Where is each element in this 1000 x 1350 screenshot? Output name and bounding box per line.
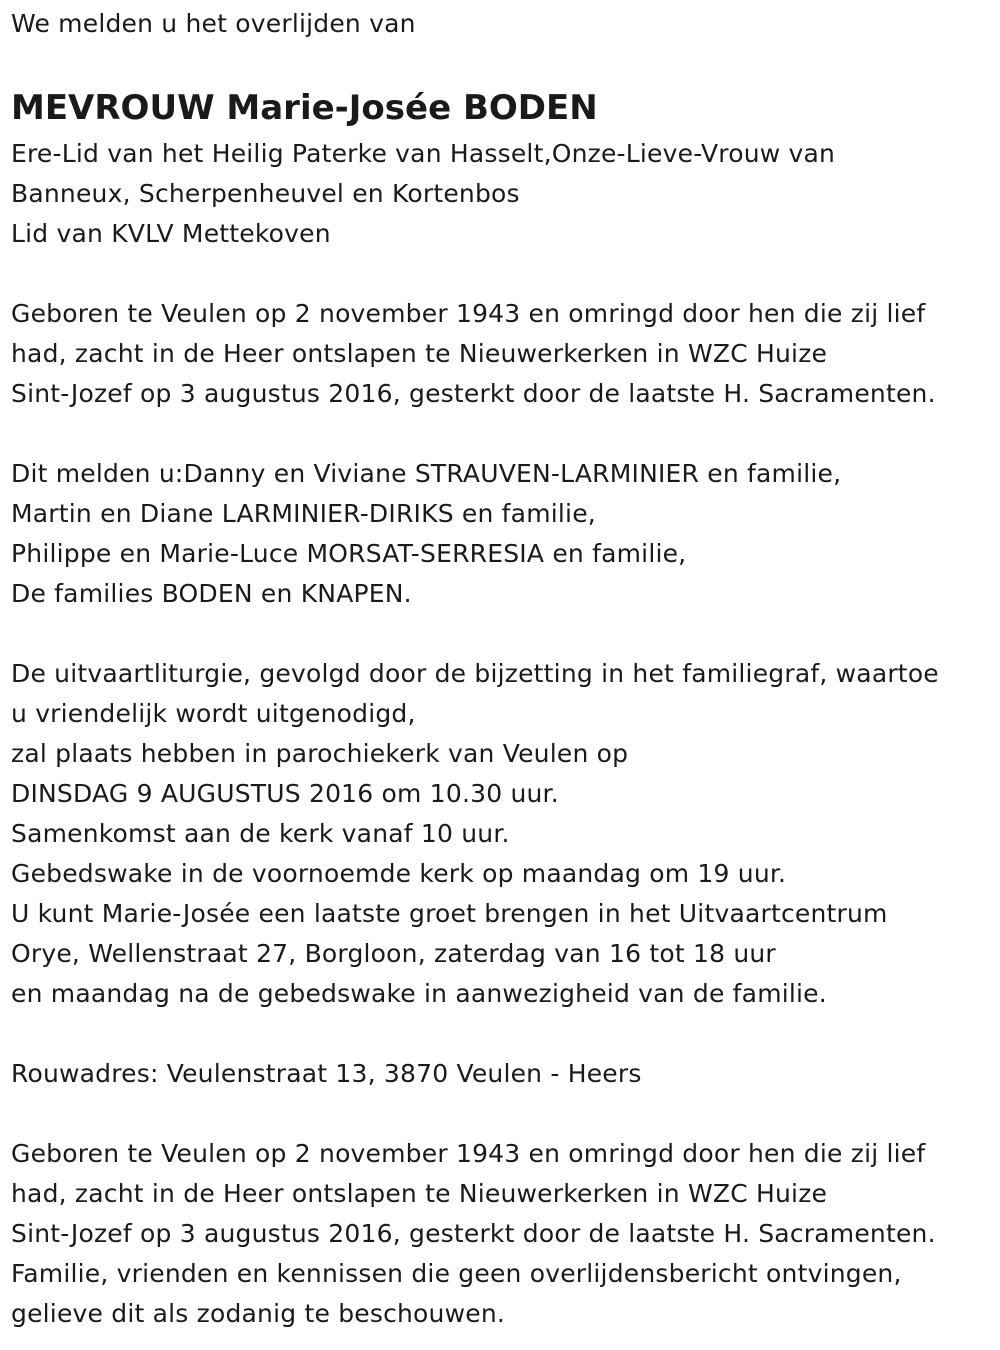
funeral-line: zal plaats hebben in parochiekerk van Veulen op [11, 739, 629, 768]
birth-death-section [11, 294, 1000, 414]
funeral-line: Orye, Wellenstraat 27, Borgloon, zaterdag van 16 tot 18 uur [11, 939, 776, 968]
paragraph-gap [11, 614, 1000, 654]
closing-line: had, zacht in de Heer ontslapen te Nieuwerkerken in WZC Huize [11, 1179, 828, 1208]
funeral-line: De uitvaartliturgie, gevolgd door de bijzetting in het familiegraf, waartoe [11, 659, 939, 688]
mourning-address: Rouwadres: Veulenstraat 13, 3870 Veulen - Heers [11, 1059, 642, 1088]
family-line: Martin en Diane LARMINIER-DIRIKS en familie, [11, 499, 596, 528]
funeral-line: Gebedswake in de voornoemde kerk op maandag om 19 uur. [11, 859, 787, 888]
family-line: De families BODEN en KNAPEN. [11, 579, 412, 608]
intro-text: We melden u het overlijden van [11, 9, 416, 38]
birth-death-line: Geboren te Veulen op 2 november 1943 en omringd door hen die zij lief [11, 299, 926, 328]
funeral-line: en maandag na de gebedswake in aanwezigheid van de familie. [11, 979, 827, 1008]
closing-line: Familie, vrienden en kennissen die geen overlijdensbericht ontvingen, [11, 1259, 902, 1288]
deceased-name-title: MEVROUW Marie-Josée BODEN [11, 88, 598, 128]
affiliation-line: Banneux, Scherpenheuvel en Kortenbos [11, 179, 520, 208]
birth-death-line: had, zacht in de Heer ontslapen te Nieuwerkerken in WZC Huize [11, 339, 828, 368]
affiliations-section [11, 134, 1000, 254]
family-line: Philippe en Marie-Luce MORSAT-SERRESIA en familie, [11, 539, 687, 568]
paragraph-gap [11, 254, 1000, 294]
funeral-line: U kunt Marie-Josée een laatste groet brengen in het Uitvaartcentrum [11, 899, 888, 928]
birth-death-line: Sint-Jozef op 3 augustus 2016, gesterkt door de laatste H. Sacramenten. [11, 379, 936, 408]
closing-line: gelieve dit als zodanig te beschouwen. [11, 1299, 506, 1328]
paragraph-gap [11, 1014, 1000, 1054]
funeral-section [11, 654, 1000, 1014]
closing-line: Geboren te Veulen op 2 november 1943 en omringd door hen die zij lief [11, 1139, 926, 1168]
funeral-line: DINSDAG 9 AUGUSTUS 2016 om 10.30 uur. [11, 779, 559, 808]
affiliation-line: Ere-Lid van het Heilig Paterke van Hasselt,Onze-Lieve-Vrouw van [11, 139, 836, 168]
closing-section [11, 1134, 1000, 1334]
family-line: Dit melden u:Danny en Viviane STRAUVEN-LARMINIER en familie, [11, 459, 842, 488]
paragraph-gap [11, 414, 1000, 454]
funeral-line: u vriendelijk wordt uitgenodigd, [11, 699, 416, 728]
funeral-line: Samenkomst aan de kerk vanaf 10 uur. [11, 819, 510, 848]
paragraph-gap [11, 1094, 1000, 1134]
closing-line: Sint-Jozef op 3 augustus 2016, gesterkt door de laatste H. Sacramenten. [11, 1219, 936, 1248]
family-section [11, 454, 1000, 614]
affiliation-line: Lid van KVLV Mettekoven [11, 219, 331, 248]
